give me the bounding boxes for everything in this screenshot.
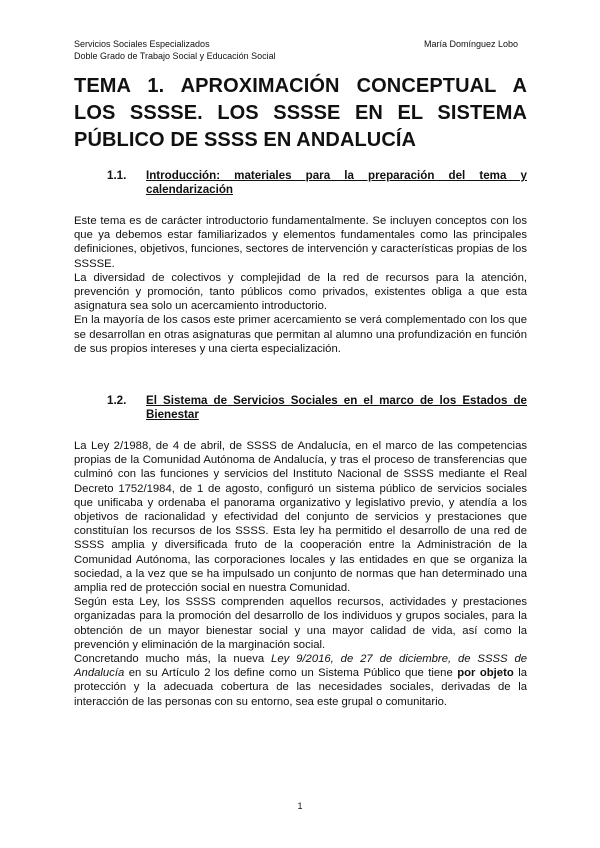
section-title: El Sistema de Servicios Sociales en el marco de los Estados de Bienestar	[146, 394, 527, 421]
paragraph: Este tema es de carácter introductorio fundamentalmente. Se incluyen conceptos con los que ya debemos estar familiarizados y elementos fundamentales como las principales definiciones, objetivos, funciones, sectores de intervención y características propias de los SSSSE.	[74, 215, 527, 270]
emphasis-text: por objeto	[457, 667, 514, 680]
degree-name: Doble Grado de Trabajo Social y Educación Social	[74, 51, 276, 61]
running-header-left	[74, 38, 276, 62]
section-heading-1-1	[74, 169, 527, 197]
paragraph	[74, 652, 527, 709]
paragraph: Según esta Ley, los SSSS comprenden aquellos recursos, actividades y prestaciones organizadas para la promoción del desarrollo de los individuos y grupos sociales, para la obtención de un mayor bienestar social y una mayor calidad de vida, así como la prevención y eliminación de la marginación social.	[74, 596, 527, 651]
document-title: TEMA 1. APROXIMACIÓN CONCEPTUAL A LOS SSSSE. LOS SSSSE EN EL SISTEMA PÚBLICO DE SSSS EN ANDALUCÍA	[74, 75, 527, 151]
text-run: la protección y la adecuada cobertura de las necesidades sociales, derivadas de la interacción de las personas con su entorno, sea este grupal o comunitario.	[74, 667, 527, 708]
text-run: en su Artículo 2 los define como un Sistema Público que tiene	[124, 667, 458, 680]
section-number: 1.2.	[107, 394, 127, 407]
section-heading-1-2	[74, 394, 527, 422]
text-run: Concretando mucho más, la nueva	[74, 653, 272, 666]
course-name: Servicios Sociales Especializados	[74, 39, 210, 49]
law-citation: Ley 9/2016, de 27 de diciembre, de SSSS de Andalucía	[74, 653, 528, 680]
section-title: Introducción: materiales para la preparación del tema y calendarización	[146, 169, 527, 196]
section-number: 1.1.	[107, 169, 127, 182]
section-body-1-2	[74, 439, 527, 709]
section-body-1-1	[74, 214, 527, 356]
author-name: María Domínguez Lobo	[424, 39, 519, 49]
paragraph: La diversidad de colectivos y complejidad de la red de recursos para la atención, prevención y promoción, tanto públicos como privados, existentes obliga a que esta asignatura sea solo un acercamiento introductorio.	[74, 271, 527, 313]
paragraph: En la mayoría de los casos este primer acercamiento se verá complementado con los que se desarrollan en otras asignaturas que permitan al alumno una profundización en función de sus propios intereses y una cierta especialización.	[74, 314, 527, 355]
paragraph: La Ley 2/1988, de 4 de abril, de SSSS de Andalucía, en el marco de las competencias propias de la Comunidad Autónoma de Andalucía, y tras el proceso de transferencias que culminó con las funciones y servicios del Instituto Nacional de SSSS mediante el Real Decreto 1752/1984, de 1 de agosto, configuró un sistema público de servicios sociales que unificaba y ordenaba el panorama organizativo y legislativo previo, y atendía a los objetivos de racionalidad y efectividad del conjunto de servicios y prestaciones que constituían los recursos de los SSSS. Esta ley ha permitido el desarrollo de una red de SSSS amplia y diversificada fruto de la cooperación entre la Administración de la Comunidad Autónoma, las corporaciones locales y las entidades en que se organiza la sociedad, a la vez que se ha impulsado un conjunto de normas que han determinado una amplia red de protección social en nuestra Comunidad.	[74, 440, 527, 595]
page-number: 1	[297, 801, 303, 811]
